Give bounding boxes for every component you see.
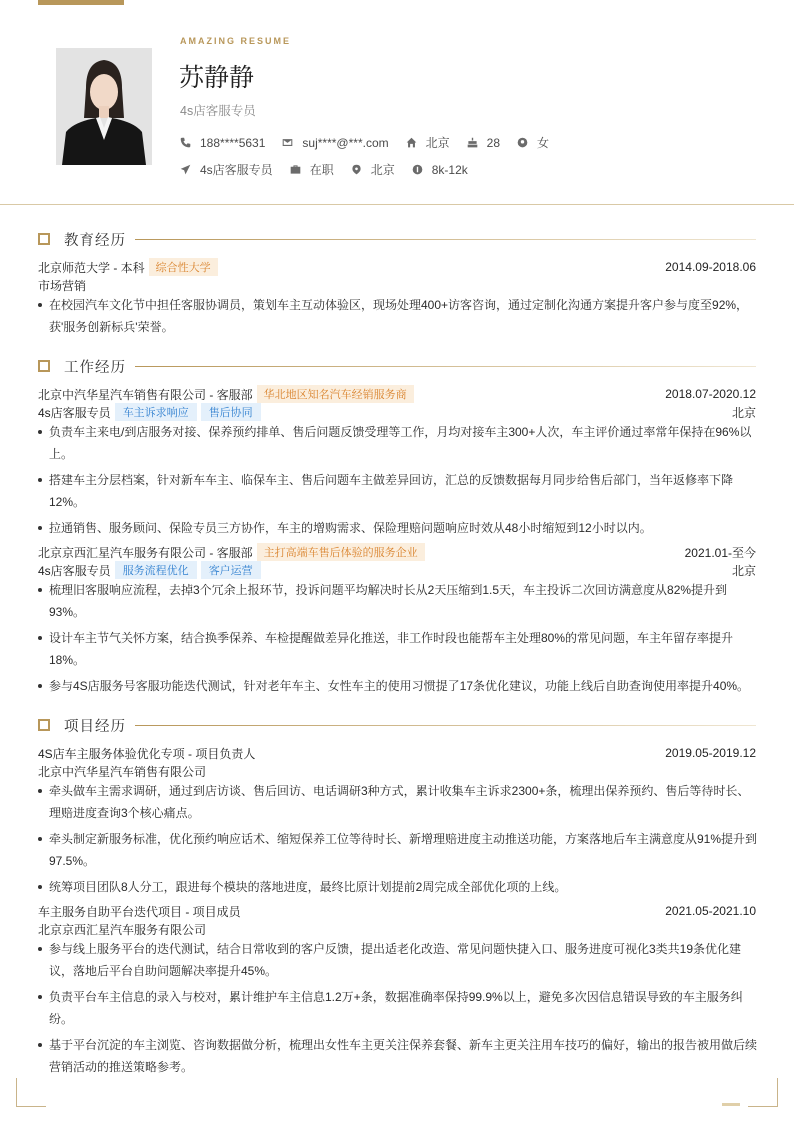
phone-text: 188****5631 (200, 135, 266, 150)
location-info (351, 161, 395, 178)
section-education (38, 231, 756, 247)
section-work (38, 358, 756, 374)
section-projects (38, 717, 756, 733)
company-name: 北京京西汇星汽车服务有限公司 - 客服部 (38, 545, 253, 560)
job-company-row (38, 385, 756, 403)
email-text: suj****@***.com (302, 135, 389, 150)
phone-info (180, 136, 265, 150)
mail-icon (282, 137, 293, 148)
job-city: 北京 (731, 405, 756, 420)
project-bullet: 牵头做车主需求调研，通过到店访谈、售后回访、电话调研3种方式，累计收集车主诉求2300+条，梳理出保养预约、售后等待时长、理赔进度查询3个核心痛点。 (38, 780, 758, 824)
header-divider (0, 204, 794, 205)
job-bullet: 负责车主来电/到店服务对接、保养预约排单、售后问题反馈受理等工作，月均对接车主300+人次，车主评价通过率常年保持在96%以上。 (38, 421, 758, 465)
job-intent-row (180, 161, 485, 178)
corner-mark-right (748, 1078, 778, 1107)
status-text: 在职 (309, 163, 334, 177)
age-text: 28 (486, 135, 500, 150)
candidate-name: 苏静静 (179, 63, 255, 92)
project-org-row (38, 762, 756, 780)
gender-icon (517, 137, 528, 148)
job-bullet: 设计车主节气关怀方案，结合换季保养、车检提醒做差异化推送，非工作时段也能帮车主处理80%的常见问题，车主年留存率提升18%。 (38, 627, 758, 671)
age-info (467, 136, 500, 150)
job-company-row (38, 543, 756, 561)
job-position-row (38, 561, 756, 579)
skill-tag: 车主诉求响应 (115, 403, 197, 421)
location-icon (351, 164, 362, 175)
intent-position-text: 4s店客服专员 (200, 163, 273, 177)
send-icon (180, 164, 191, 175)
section-divider (135, 725, 756, 726)
job-date: 2018.07-2020.12 (665, 387, 756, 401)
job-city: 北京 (731, 563, 756, 578)
major-row (38, 276, 756, 294)
position-name: 4s店客服专员 (38, 563, 111, 578)
project-row (38, 744, 756, 762)
company-name: 北京中汽华星汽车销售有限公司 - 客服部 (38, 387, 253, 402)
intent-position-info (180, 161, 273, 178)
bottom-accent-mark (722, 1103, 740, 1106)
section-square-icon (38, 719, 50, 731)
portrait-image (56, 48, 152, 165)
company-tag: 主打高端车售后体验的服务企业 (257, 543, 425, 561)
project-bullet: 统筹项目团队8人分工，跟进每个模块的落地进度，最终比原计划提前2周完成全部优化项的上线。 (38, 876, 758, 898)
section-square-icon (38, 360, 50, 372)
email-info (282, 136, 388, 150)
job-title: 4s店客服专员 (180, 104, 256, 118)
company-tag: 华北地区知名汽车经销服务商 (257, 385, 414, 403)
salary-text: 8k-12k (431, 162, 468, 177)
major: 市场营销 (38, 278, 87, 293)
job-bullet: 拉通销售、服务顾问、保险专员三方协作，车主的增购需求、保险理赔问题响应时效从48小时缩短到12小时以内。 (38, 517, 758, 539)
home-text: 北京 (425, 136, 450, 150)
project-name: 4S店车主服务体验优化专项 - 项目负责人 (38, 746, 256, 761)
project-org-row (38, 920, 756, 938)
job-bullet: 梳理旧客服响应流程，去掉3个冗余上报环节，投诉问题平均解决时长从2天压缩到1.5天，车主投诉二次回访满意度从82%提升到93%。 (38, 579, 758, 623)
briefcase-icon (290, 164, 301, 175)
job-position-row (38, 403, 756, 421)
project-bullet: 参与线上服务平台的迭代测试，结合日常收到的客户反馈，提出适老化改造、常见问题快捷入口、服务进度可视化3类共19条优化建议，落地后平台自助问题解决率提升45%。 (38, 938, 758, 982)
education-bullet: 在校园汽车文化节中担任客服协调员，策划车主互动体验区，现场处理400+访客咨询，通过定制化沟通方案提升客户参与度至92%，获'服务创新标兵'荣誉。 (38, 294, 758, 338)
project-date: 2019.05-2019.12 (665, 746, 756, 760)
project-bullet: 基于平台沉淀的车主浏览、咨询数据做分析，梳理出女性车主更关注保养套餐、新车主更关注用车技巧的偏好，输出的报告被用做后续营销活动的推送策略参考。 (38, 1034, 758, 1078)
education-date: 2014.09-2018.06 (665, 260, 756, 274)
project-name: 车主服务自助平台迭代项目 - 项目成员 (38, 904, 241, 919)
position-name: 4s店客服专员 (38, 405, 111, 420)
project-bullet: 负责平台车主信息的录入与校对，累计维护车主信息1.2万+条，数据准确率保持99.9%以上，避免多次因信息错误导致的车主服务纠纷。 (38, 986, 758, 1030)
skill-tag: 客户运营 (201, 561, 261, 579)
brand-label: AMAZING RESUME (180, 36, 291, 46)
corner-mark-left (16, 1078, 46, 1107)
home-icon (406, 137, 417, 148)
section-square-icon (38, 233, 50, 245)
cake-icon (467, 137, 478, 148)
salary-icon (412, 164, 423, 175)
skill-tag: 售后协同 (201, 403, 261, 421)
job-bullet: 参与4S店服务号客服功能迭代测试，针对老年车主、女性车主的使用习惯提了17条优化建议，功能上线后自助查询使用率提升40%。 (38, 675, 758, 697)
home-info (406, 134, 450, 151)
status-info (290, 161, 334, 178)
project-org: 北京中汽华星汽车销售有限公司 (38, 764, 207, 779)
section-title: 工作经历 (64, 359, 126, 376)
section-title: 教育经历 (64, 232, 126, 249)
skill-tag: 服务流程优化 (115, 561, 197, 579)
contact-info-row (180, 134, 566, 151)
gender-text: 女 (537, 136, 550, 150)
gender-info (517, 134, 549, 151)
job-bullet: 搭建车主分层档案，针对新车车主、临保车主、售后问题车主做差异回访，汇总的反馈数据每月同步给售后部门，当年返修率下降12%。 (38, 469, 758, 513)
school-tag: 综合性大学 (149, 258, 218, 276)
section-title: 项目经历 (64, 718, 126, 735)
profile-photo (56, 48, 152, 165)
phone-icon (180, 137, 191, 148)
section-divider (135, 239, 756, 240)
project-date: 2021.05-2021.10 (665, 904, 756, 918)
project-bullet: 牵头制定新服务标准，优化预约响应话术、缩短保养工位等待时长、新增理赔进度主动推送功能，方案落地后车主满意度从91%提升到97.5%。 (38, 828, 758, 872)
school-name: 北京师范大学 - 本科 (38, 260, 145, 275)
project-org: 北京京西汇星汽车服务有限公司 (38, 922, 207, 937)
project-row (38, 902, 756, 920)
salary-info (412, 163, 468, 177)
education-row (38, 258, 756, 276)
location-text: 北京 (370, 163, 395, 177)
job-date: 2021.01-至今 (684, 545, 756, 560)
top-accent-bar (38, 0, 124, 5)
section-divider (135, 366, 756, 367)
